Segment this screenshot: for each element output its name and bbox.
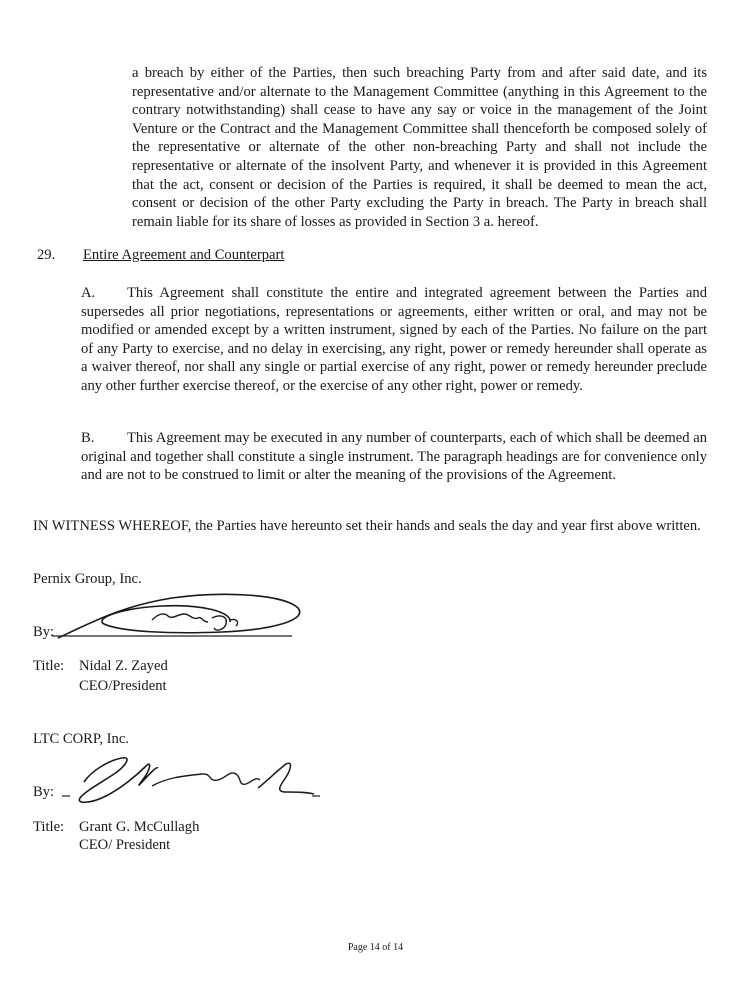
subsection-a [81,284,707,396]
title-label: Title: [33,658,65,674]
page-number: Page 14 of 14 [347,942,404,953]
signature-line [33,783,54,801]
continuation-paragraph: a breach by either of the Parties, then such breaching Party from and after said date, and its representative and/or alternate to the Management Committee (anything in this Agreement to the contrary notwithstanding) shall cease to have any say or voice in the management of the Joint Venture or the Contract and the Management Committee shall thenceforth be composed solely of the representative or alternate of the other non-breaching Party and shall not include the representative or alternate of the insolvent Party, and whenever it is provided in this Agreement that the act, consent or decision of the Parties is required, it shall be deemed to mean the act, consent or decision of the other Party excluding the Party in breach. The Party in breach shall remain liable for its share of losses as provided in Section 3 a. hereof. [132,65,707,230]
by-label: By: [33,784,55,800]
section-heading [37,246,284,265]
by-label: By: [33,624,55,640]
signature-image [62,752,327,808]
signatory-role: CEO/ President [79,837,171,853]
section-number: 29. [37,247,56,263]
section-title: Entire Agreement and Counterpart [83,247,285,263]
signatory-title-row [33,657,168,675]
witness-clause: IN WITNESS WHEREOF, the Parties have hereunto set their hands and seals the day and year first above written. [33,518,701,534]
subsection-b [81,429,707,485]
subsection-a-text: This Agreement shall constitute the entire and integrated agreement between the Parties and supersedes all prior negotiations, representations or agreements, either written or oral, and may not be modified or amended except by a written instrument, signed by each of the Parties. No failure on the part of any Party to exercise, and no delay in exercising, any right, power or remedy hereunder shall operate as a waiver thereof, nor shall any single or partial exercise of any right, power or remedy hereunder preclude any other further exercise thereof, or the exercise of any other right, power or remedy. [81,285,707,394]
subsection-a-label: A. [81,285,96,301]
signatory-name: Grant G. McCullagh [79,819,200,835]
signatory-role: CEO/President [79,678,167,694]
signatory-company: Pernix Group, Inc. [33,571,142,587]
signature-line [33,623,54,641]
signatory-name: Nidal Z. Zayed [79,658,168,674]
signatory-title-row [33,818,199,836]
signature-image [52,592,314,650]
subsection-b-label: B. [81,430,95,446]
subsection-b-text: This Agreement may be executed in any number of counterparts, each of which shall be deemed an original and together shall constitute a single instrument. The paragraph headings are for convenience only and are not to be construed to limit or alter the meaning of the provisions of the Agreement. [81,430,707,484]
title-label: Title: [33,819,65,835]
signatory-company: LTC CORP, Inc. [33,731,129,747]
